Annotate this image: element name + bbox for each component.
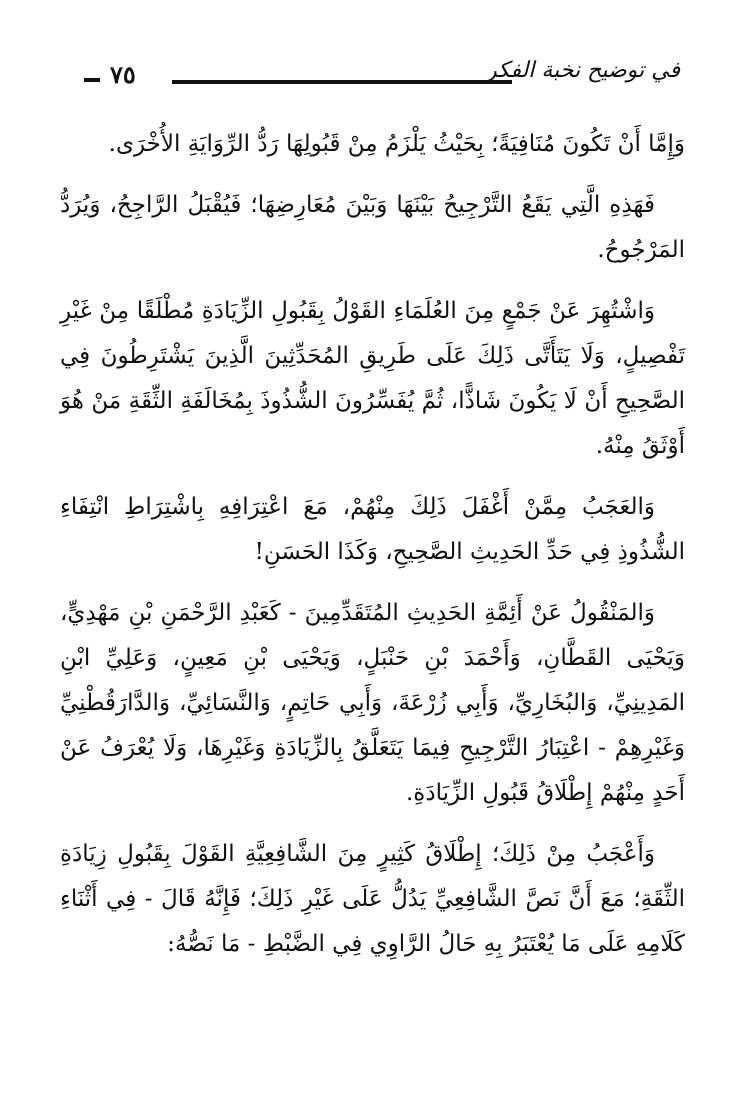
- paragraph: وَاشْتُهِرَ عَنْ جَمْعٍ مِنَ العُلَمَاءِ القَوْلُ بِقَبُولِ الزِّيَادَةِ مُطْلَقًا مِنْ غَيْرِ تَفْصِيلٍ، وَلَا يَتَأَتَّى ذَلِكَ عَلَى طَرِيقِ المُحَدِّثِينَ الَّذِينَ يَشْتَرِطُونَ فِي الصَّحِيحِ أَنْ لَا يَكُونَ شَاذًّا، ثُمَّ يُفَسِّرُونَ الشُّذُوذَ بِمُخَالَفَةِ الثِّقَةِ مَنْ هُوَ أَوْثَقُ مِنْهُ.: [60, 298, 685, 459]
- paragraph: وَإِمَّا أَنْ تَكُونَ مُنَافِيَةً؛ بِحَيْثُ يَلْزَمُ مِنْ قَبُولِهَا رَدُّ الرِّوَايَةِ الأُخْرَى.: [108, 131, 685, 157]
- paragraph: وَالمَنْقُولُ عَنْ أَئِمَّةِ الحَدِيثِ المُتَقَدِّمِينَ - كَعَبْدِ الرَّحْمَنِ بْنِ مَهْدِيٍّ، وَيَحْيَى القَطَّانِ، وَأَحْمَدَ بْنِ حَنْبَلٍ، وَيَحْيَى بْنِ مَعِينٍ، وَعَلِيِّ ابْنِ المَدِينِيِّ، وَالبُخَارِيِّ، وَأَبِي زُرْعَةَ، وَأَبِي حَاتِمٍ، وَالنَّسَائِيِّ، وَالدَّارَقُطْنِيِّ وَغَيْرِهِمْ - اعْتِبَارُ التَّرْجِيحِ فِيمَا يَتَعَلَّقُ بِالزِّيَادَةِ وَغَيْرِهَا، وَلَا يُعْرَفُ عَنْ أَحَدٍ مِنْهُمْ إِطْلَاقُ قَبُولِ الزِّيَادَةِ.: [60, 600, 685, 806]
- body-text: [60, 122, 685, 983]
- page-header: [80, 58, 680, 98]
- running-title: في توضيح نخبة الفكر: [486, 58, 680, 83]
- paragraph: وَأَعْجَبُ مِنْ ذَلِكَ؛ إِطْلَاقُ كَثِيرٍ مِنَ الشَّافِعِيَّةِ القَوْلَ بِقَبُولِ زِيَادَةِ الثِّقَةِ؛ مَعَ أَنَّ نَصَّ الشَّافِعِيِّ يَدُلُّ عَلَى غَيْرِ ذَلِكَ؛ فَإِنَّهُ قَالَ - فِي أَثْنَاءِ كَلَامِهِ عَلَى مَا يُعْتَبَرُ بِهِ حَالُ الرَّاوِي فِي الضَّبْطِ - مَا نَصُّهُ:: [60, 841, 686, 957]
- header-rule: [172, 80, 512, 84]
- header-dash: [84, 78, 100, 82]
- page-number: ٧٥: [110, 60, 136, 89]
- paragraph: فَهَذِهِ الَّتِي يَقَعُ التَّرْجِيحُ بَيْنَهَا وَبَيْنَ مُعَارِضِهَا؛ فَيُقْبَلُ الرَّاجِحُ، وَيُرَدُّ المَرْجُوحُ.: [60, 192, 685, 263]
- paragraph: وَالعَجَبُ مِمَّنْ أَغْفَلَ ذَلِكَ مِنْهُمْ، مَعَ اعْتِرَافِهِ بِاشْتِرَاطِ انْتِفَاءِ الشُّذُوذِ فِي حَدِّ الحَدِيثِ الصَّحِيحِ، وَكَذَا الحَسَنِ!: [60, 494, 685, 565]
